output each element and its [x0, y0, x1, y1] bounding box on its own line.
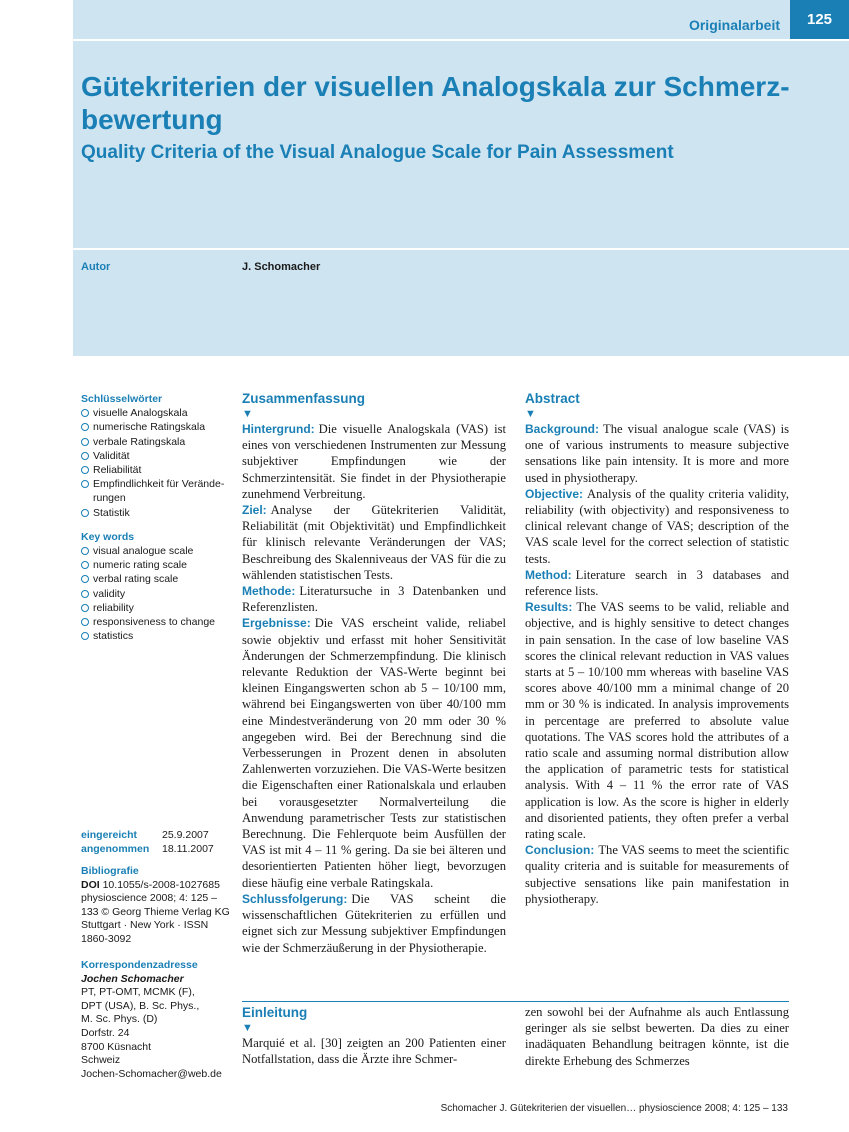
keyword-item: visuelle Analogskala: [81, 406, 231, 420]
abstract-section: [242, 421, 506, 502]
introduction-text: Marquié et al. [30] zeigten an 200 Patienten einer Notfallstation, dass die Ärzte ihre Schmer-: [242, 1036, 506, 1067]
correspondence-block: [81, 959, 231, 1081]
abstract-section: [242, 583, 506, 615]
introduction-right: [525, 1004, 789, 1069]
page-footer: Schomacher J. Gütekriterien der visuellen… physioscience 2008; 4: 125 – 133: [440, 1103, 788, 1114]
keywords-de-title: Schlüsselwörter: [81, 393, 163, 405]
section-text: Literatursuche in 3 Datenbanken und Referenzlisten.: [242, 584, 506, 615]
abstract-de-heading: Zusammenfassung: [242, 391, 366, 406]
triangle-marker-icon: ▼: [242, 408, 253, 420]
corr-line: Schweiz: [81, 1054, 121, 1067]
abstract-section: [525, 486, 789, 567]
section-label: Hintergrund:: [242, 422, 315, 436]
abstract-section: [525, 842, 789, 907]
keywords-de-list: [81, 406, 231, 520]
keyword-item: reliability: [81, 601, 231, 615]
corr-line: PT, PT-OMT, MCMK (F),: [81, 986, 195, 999]
abstract-section: [525, 599, 789, 842]
section-text: Die visuelle Analogskala (VAS) ist eines von verschiedenen Instrumenten zur Messung subjektiver Empfindungen wie der Schmerzintensität. Sie findet in der Physiotherapie zunehmend Verbreitung.: [242, 422, 506, 501]
submission-dates: [81, 828, 214, 856]
received-date: 25.9.2007: [162, 829, 209, 841]
author-name: J. Schomacher: [242, 261, 321, 273]
corr-line: M. Sc. Phys. (D): [81, 1013, 158, 1026]
section-text: Analysis of the quality criteria validity, reliability (with objectivity) and responsiveness to clinical relevant change of VAS; description of the VAS scale level for the correct selection of statistic tests.: [525, 486, 789, 566]
doi[interactable]: 10.1055/s-2008-1027685: [102, 878, 220, 891]
section-text: Die VAS scheint die wissenschaftlichen Gütekriterien zu erfüllen und eignet sich zur Messung subjektiver Empfindungen wie der Schmerzäußerung in der Physiotherapie.: [242, 891, 506, 955]
article-title: Gütekriterien der visuellen Analogskala zur Schmerz-bewertung: [81, 71, 790, 135]
section-label: Conclusion:: [525, 843, 595, 858]
section-label: Method:: [525, 567, 572, 582]
corr-line: DPT (USA), B. Sc. Phys.,: [81, 999, 200, 1012]
keyword-item: Reliabilität: [81, 463, 231, 477]
section-label: Ergebnisse:: [242, 616, 311, 631]
corr-name: Jochen Schomacher: [81, 972, 184, 985]
abstract-section: [242, 615, 506, 890]
header-band: [73, 0, 849, 356]
introduction-text: zen sowohl bei der Aufnahme als auch Entlassung geringer als sie selbst bewerten. Da dies zu einer inadäquaten Behandlung beitragen könnte, ist die direkte Erhebung des Schmerzes: [525, 1005, 789, 1068]
header-divider: [73, 39, 849, 41]
triangle-marker-icon: ▼: [525, 408, 536, 420]
accepted-date: 18.11.2007: [162, 843, 214, 855]
received-label: eingereicht: [81, 829, 138, 841]
section-label: Methode:: [242, 584, 296, 599]
section-text: The visual analogue scale (VAS) is one of various instruments to measure subjective sensations like pain intensity. It is more and more used in physiotherapy.: [525, 422, 789, 485]
section-text: Analyse der Gütekriterien Validität, Reliabilität (mit Objektivität) und Empfindlichkeit für klinisch relevante Veränderungen der VAS; Beschreibung des Skalenniveaus der VAS für die zu wählenden statistischen Tests.: [242, 503, 506, 582]
keyword-item: validity: [81, 587, 231, 601]
author-label: Autor: [81, 261, 111, 273]
biblio-title: Bibliografie: [81, 865, 139, 877]
corr-title: Korrespondenzadresse: [81, 959, 198, 971]
abstract-en-heading: Abstract: [525, 391, 580, 406]
section-label: Results:: [525, 600, 573, 615]
keyword-item: verbal rating scale: [81, 572, 231, 586]
section-text: Literature search in 3 databases and reference lists.: [525, 567, 789, 599]
triangle-marker-icon: ▼: [242, 1022, 253, 1034]
abstract-section: [242, 502, 506, 583]
section-label: Background:: [525, 422, 600, 436]
section-label: Originalarbeit: [688, 17, 780, 33]
bibliography-block: [81, 865, 231, 947]
keywords-en-list: [81, 544, 231, 643]
introduction-heading: Einleitung: [242, 1005, 308, 1020]
section-label: Ziel:: [242, 503, 267, 518]
keyword-item: numeric rating scale: [81, 558, 231, 572]
section-label: Objective:: [525, 486, 584, 501]
introduction-left: [242, 1004, 506, 1067]
keyword-item: statistics: [81, 629, 231, 643]
keyword-item: visual analogue scale: [81, 544, 231, 558]
abstract-en: [525, 390, 789, 907]
keyword-item: Validität: [81, 449, 231, 463]
header-divider: [73, 248, 849, 250]
article-subtitle: Quality Criteria of the Visual Analogue Scale for Pain Assessment: [81, 142, 674, 163]
keyword-item: Empfindlichkeit für Verände-rungen: [81, 477, 231, 505]
abstract-de: [242, 390, 506, 956]
section-rule: [242, 1001, 789, 1002]
abstract-section: [525, 567, 789, 599]
abstract-section: [242, 891, 506, 956]
keyword-item: responsiveness to change: [81, 615, 231, 629]
section-text: Die VAS erscheint valide, reliabel sowie objektiv und erfasst mit hoher Sensitivität Änderungen der Schmerzempfindung. Die klinisch relevante Reduktion der VAS-Werte beginnt bei kleinen Eingangswerten schon ab 5 – 10/100 mm, während bei Eingangswerten von über 40/100 mm eine Mindestveränderung von 20 mm oder 30 % angegeben wird. Bei der Berechnung sind die Verbesserungen in Prozent denen in absoluten Zahlenwerten vorzuziehen. Die VAS-Werte besitzen die Eigenschaften einer Rationalskala und erlauben bei vorausgesetzter Normalverteilung die Anwendung parametrischer Tests zur statistischen Berechnung. Die Fehlerquote beim Ausfüllen der VAS ist mit 4 – 11 % gering. Da sie bei älteren und desorientierten Patienten höher liegt, bevorzugen diese häufig eine verbale Ratingskala.: [242, 616, 506, 890]
keyword-item: numerische Ratingskala: [81, 420, 231, 434]
corr-email[interactable]: Jochen-Schomacher@web.de: [81, 1067, 222, 1080]
abstract-section: [525, 421, 789, 486]
keywords-en-title: Key words: [81, 530, 135, 543]
page-number: 125: [790, 0, 849, 39]
section-text: The VAS seems to be valid, reliable and objective, and is highly sensitive to detect changes in pain sensation. In the case of low baseline VAS scores the clinical relevant reduction in VAS values starts at 5 – 10/100 mm whereas with baseline VAS scores above 40/100 mm a minimal change of 20 mm or 30 % is indicated. In analysis improvements in percentage are preferred to absolute value quotations. The VAS scores hold the attributes of a ratio scale and assuming normal distribution allow the application of parametric tests for statistical analysis. With 4 – 11 % the error rate of VAS application is low. As the score is higher in elderly and disoriented patients, they often prefer a verbal rating scale.: [525, 600, 789, 842]
doi-label: DOI: [81, 878, 100, 891]
section-text: The VAS seems to meet the scientific quality criteria and is suitable for measurements of subjective sensations like pain manifestation in physiotherapy.: [525, 843, 789, 906]
keywords-sidebar: [81, 392, 231, 653]
section-label: Schlussfolgerung:: [242, 891, 348, 906]
corr-line: Dorfstr. 24: [81, 1026, 130, 1039]
accepted-label: angenommen: [81, 843, 150, 855]
keyword-item: verbale Ratingskala: [81, 435, 231, 449]
corr-line: 8700 Küsnacht: [81, 1040, 152, 1053]
citation: physioscience 2008; 4: 125 – 133 © Georg Thieme Verlag KG Stuttgart · New York · ISSN 1860-3092: [81, 892, 230, 945]
keyword-item: Statistik: [81, 506, 231, 520]
